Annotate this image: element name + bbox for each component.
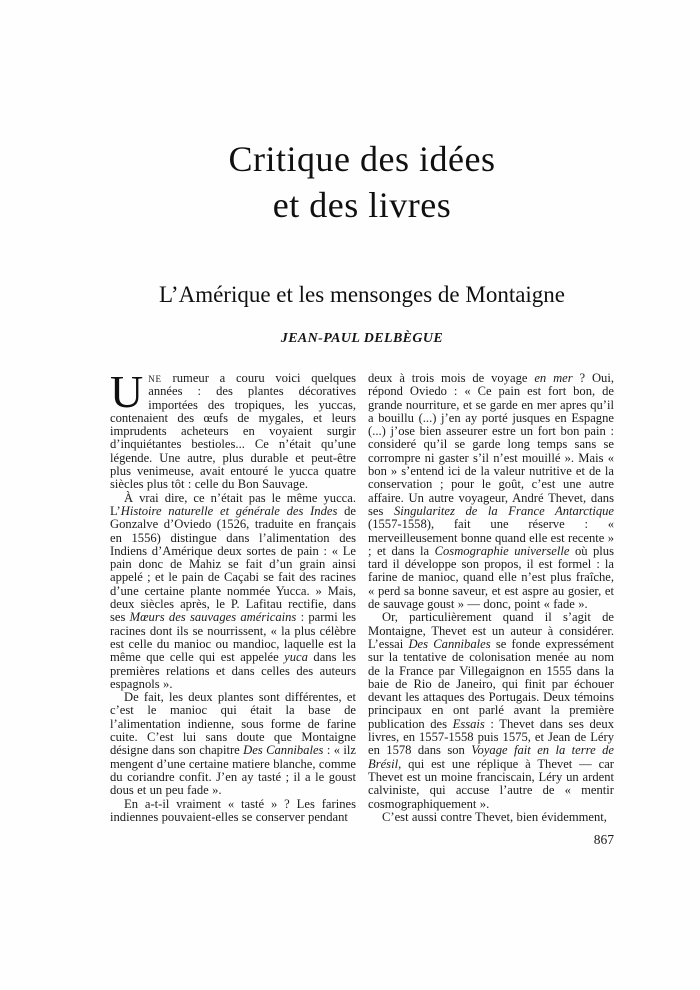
text-segment: De fait, les deux plantes sont différentes, et c’est le manioc qui était la base de l’alimentation indienne, sous forme de farine cuite. C’est lui sans doute que Montaigne désigne dans son chapitre xyxy=(110,690,356,758)
text-segment: rumeur a couru voici quelques années : des plantes décoratives importées des tropiques, les yuccas, contenaient des œufs de mygales, et leurs imprudents acheteurs en voyaient surgir d’inquiétantes bestioles... Ce n’était qu’une légende. Une autre, plus durable et peut-être plus venimeuse, avait entouré le yucca quatre siècles plus tôt : celle du Bon Sauvage. xyxy=(110,371,356,492)
text-segment: En a-t-il vraiment « tasté » ? Les farines indiennes pouvaient-elles se conserver pendant xyxy=(110,796,356,824)
text-segment: Des Cannibales xyxy=(243,743,324,758)
text-segment: : parmi les racines dont ils se nourrissent, « la plus célèbre est celle du manioc ou mandioc, laquelle est la même que celle qui est appelée xyxy=(110,610,356,665)
page-number: 867 xyxy=(593,832,614,847)
section-title-line-1: Critique des idées xyxy=(228,139,496,179)
text-segment: où plus tard il développe son propos, il est formel : la farine de manioc, quand elle n’est plus fraîche, « perd sa bonne saveur, et est aspre au gosier, et de sauvage goust » — donc, point « fade ». xyxy=(368,543,614,612)
paragraph xyxy=(110,798,356,825)
text-segment: yuca xyxy=(284,650,308,665)
section-title xyxy=(110,136,614,228)
text-segment: en mer xyxy=(534,371,573,385)
two-column-body xyxy=(110,366,614,824)
text-segment: : Thevet dans ses deux livres, en 1557-1558 puis 1575, et Jean de Léry en 1578 dans son xyxy=(368,716,614,758)
text-segment: Or, particulièrement quand il s’agit de Montaigne, Thevet est un auteur à considérer. L’essai xyxy=(368,610,614,651)
article-title: L’Amérique et les mensonges de Montaigne xyxy=(158,282,566,307)
text-segment: Singularitez de la France Antarctique xyxy=(393,503,614,518)
text-segment: Mœurs des sauvages américains xyxy=(129,610,297,625)
right-column xyxy=(368,372,614,824)
drop-cap: U xyxy=(110,366,144,417)
paragraph xyxy=(368,372,614,611)
text-segment: C’est aussi contre Thevet, bien évidemment, xyxy=(382,809,607,824)
author-byline: JEAN-PAUL DELBÈGUE xyxy=(280,331,444,346)
text-segment: (1557-1558), fait une réserve : « merveilleusement bonne quand elle est recente » ; et dans la xyxy=(368,517,614,558)
text-segment: Des Cannibales xyxy=(408,636,491,651)
text-segment: se fonde expressément sur la tentative de colonisation menée au nom de la France par Villegaignon en 1555 dans la baie de Rio de Janeiro, qui finit par échouer devant les attaques des Portugais. Deux témoins principaux en ont parlé avant la première publication des xyxy=(368,636,614,731)
text-segment: deux à trois mois de voyage xyxy=(368,371,535,385)
text-segment: dans les premières relations et dans celles des auteurs espagnols ». xyxy=(110,650,356,691)
text-segment: : « ilz mengent d’une certaine matiere blanche, comme du coriandre confit. J’en ay tasté ; il a le goust dous et un peu fade ». xyxy=(110,743,356,798)
paragraph xyxy=(110,492,356,691)
left-column xyxy=(110,366,356,824)
text-segment: Voyage fait en la terre de Brésil xyxy=(368,743,614,771)
text-segment: ? Oui, répond Oviedo : « Ce pain est fort bon, de grande nourriture, et se garde en mer apres qu’il a bouillu (...) j’en ay porté jusques en Espagne (...) j’ose bien asseurer estre un fort bon pain : consideré qu’il se garde long temps sans se corrompre ni gaster s’il n’est mouillé ». Mais « bon » s’entend ici de la valeur nutritive et de la conservation ; pour le goût, c’est une autre affaire. Un autre voyageur, André Thevet, dans ses xyxy=(368,371,614,518)
text-segment: Essais xyxy=(452,716,485,731)
text-segment: Cosmographie universelle xyxy=(434,543,570,558)
text-segment: Histoire naturelle et générale des Indes xyxy=(120,503,338,518)
text-segment: À vrai dire, ce n’était pas le même yucca. L’ xyxy=(110,490,356,518)
text-segment: , qui est une réplique à Thevet — car Thevet est un moine franciscain, Léry un ardent calviniste, qui accuse l’autre de « mentir cosmographiquement ». xyxy=(368,756,614,811)
text-block xyxy=(110,0,614,990)
paragraph xyxy=(368,611,614,810)
section-title-line-2: et des livres xyxy=(272,185,452,225)
paragraph xyxy=(110,366,356,492)
text-segment: ne xyxy=(148,371,162,385)
text-segment: de Gonzalve d’Oviedo (1526, traduite en français en 1556) distingue dans l’alimentation des Indiens d’Amérique deux sortes de pain : « Le pain donc de Mahiz se fait d’un grain ainsi appelé ; et le pain de Caçabi se fait des racines d’une certaine plante nommée Yucca. » Mais, deux siècles après, le P. Lafitau rectifie, dans ses xyxy=(110,503,356,625)
paragraph xyxy=(110,691,356,797)
paragraph xyxy=(368,811,614,824)
